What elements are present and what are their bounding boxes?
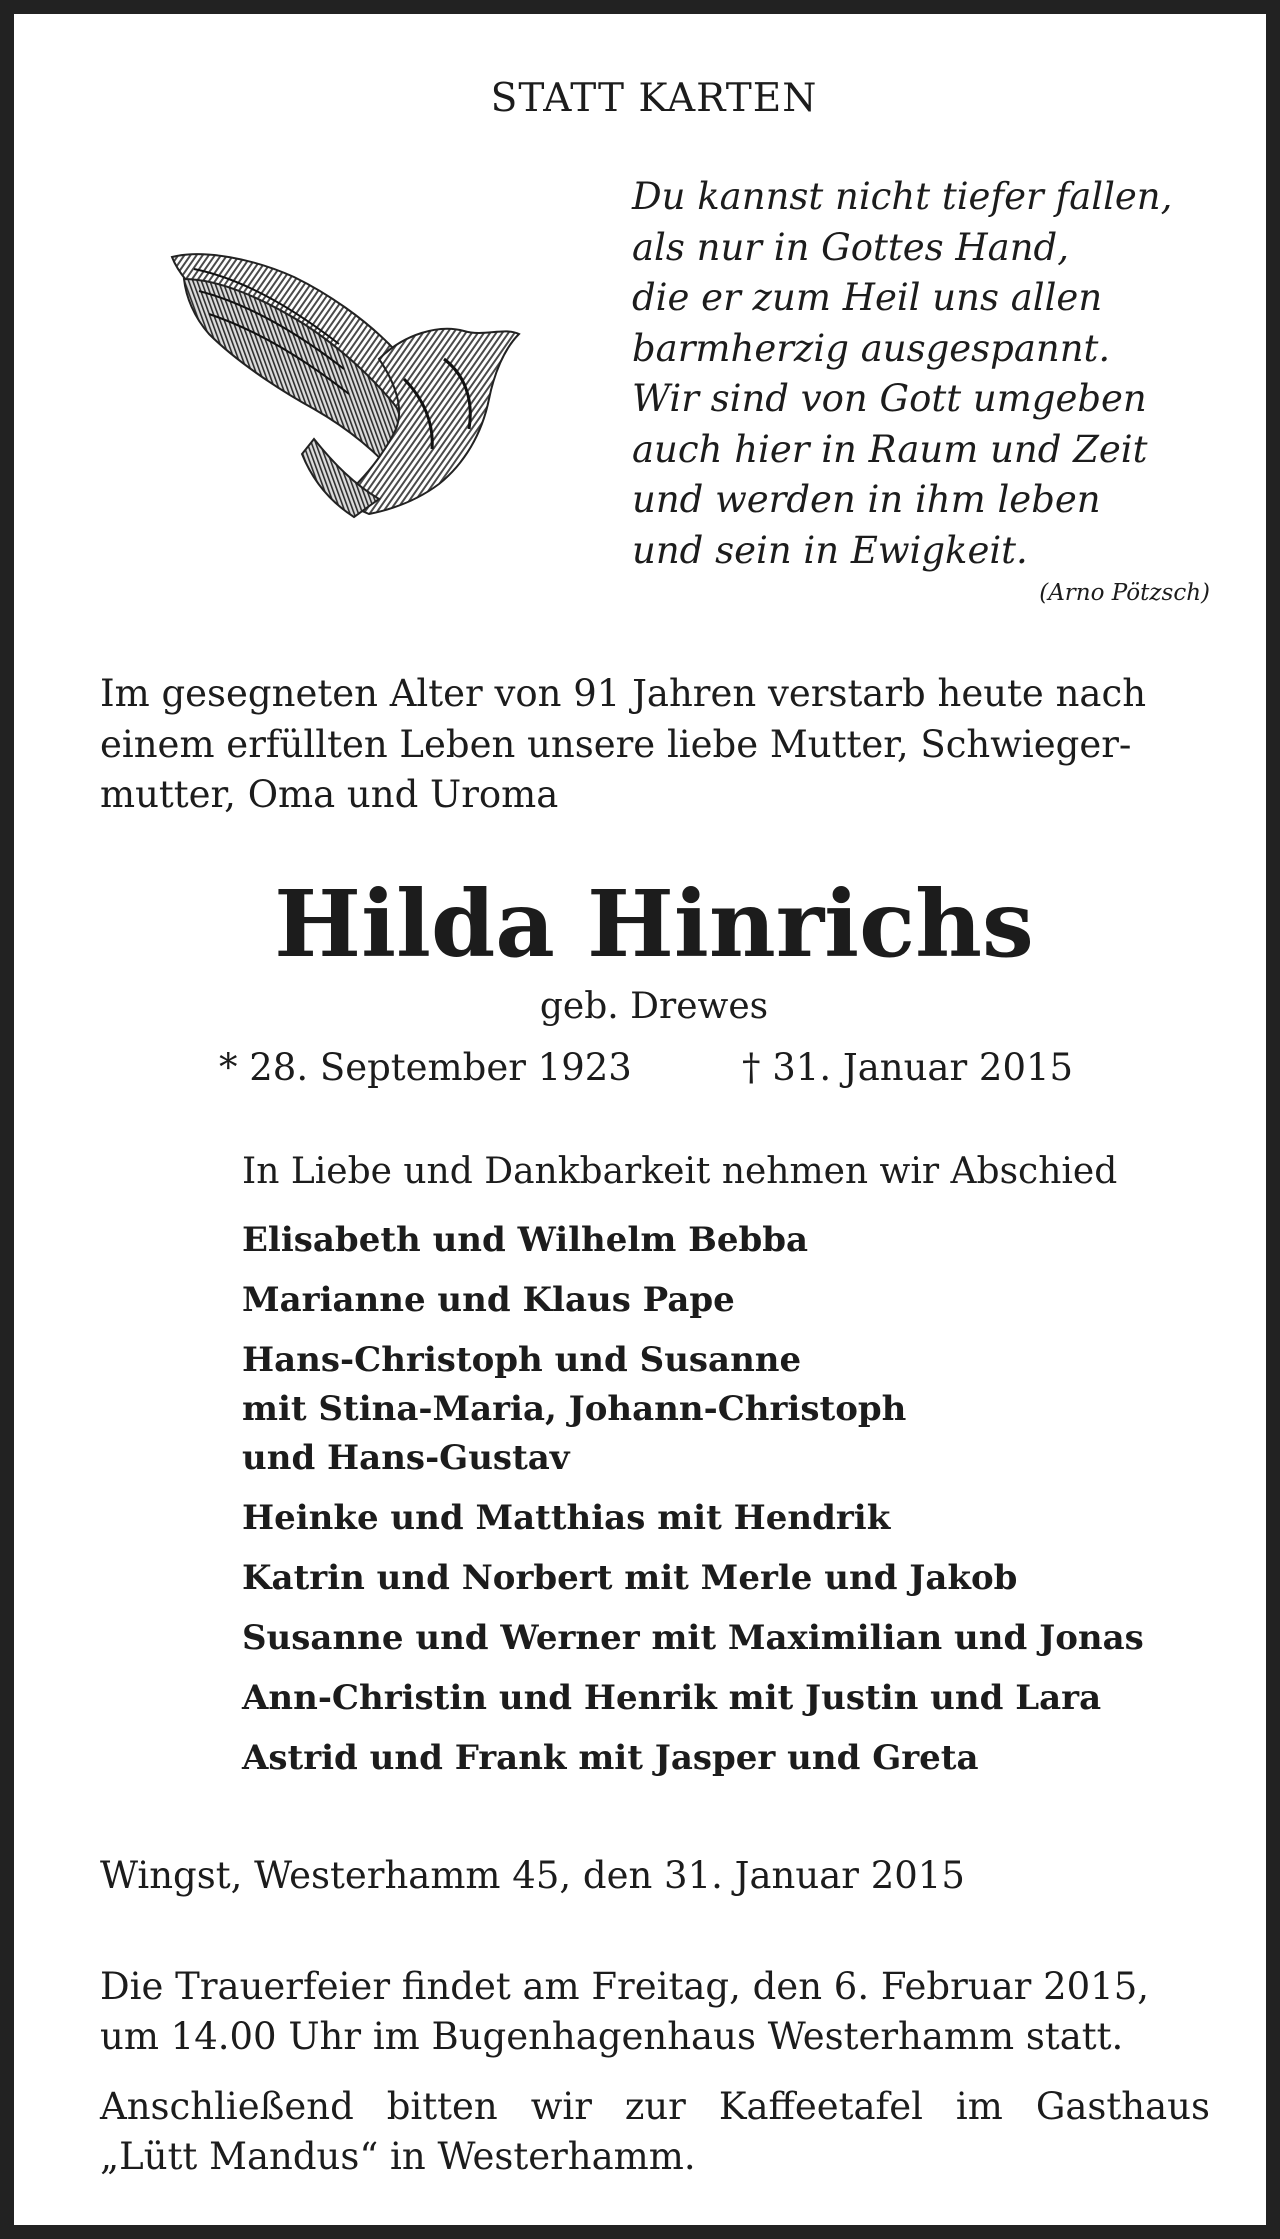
poem [632,172,1210,608]
poem-line: und sein in Ewigkeit. [632,528,1028,572]
intro-line: einem erfüllten Leben unsere liebe Mutter, Schwieger- [100,722,1132,766]
poem-line: und werden in ihm leben [632,478,1101,521]
mourner-line: Hans-Christoph und Susanne [242,1340,802,1380]
mourner-group [242,1554,1212,1603]
mourner-line: Susanne und Werner mit Maximilian und Jonas [242,1618,1144,1658]
poem-line: auch hier in Raum und Zeit [632,427,1148,471]
maiden-name: geb. Drewes [539,986,769,1027]
place-date: Wingst, Westerhamm 45, den 31. Januar 2015 [100,1854,965,1897]
death-date: † 31. Januar 2015 [742,1046,1074,1089]
mourner-line: Marianne und Klaus Pape [242,1280,735,1320]
mourner-group [242,1336,1212,1483]
reception-line: „Lütt Mandus“ in Westerhamm. [100,2135,696,2178]
mourner-group [242,1216,1212,1265]
deceased-name: Hilda Hinrichs [274,870,1034,978]
reception-info [100,2082,1210,2182]
notice-header: STATT KARTEN [490,76,818,121]
poem-author: (Arno Pötzsch) [1039,580,1210,606]
mourner-line: mit Stina-Maria, Johann-Christoph [242,1389,907,1429]
poem-line: Du kannst nicht tiefer fallen, [632,175,1173,218]
service-line: Die Trauerfeier findet am Freitag, den 6. Februar 2015, [100,1965,1150,2008]
mourner-group [242,1276,1212,1325]
intro-line: mutter, Oma und Uroma [100,773,559,816]
service-line: um 14.00 Uhr im Bugenhagenhaus Westerhamm statt. [100,2015,1124,2058]
mourner-line: Katrin und Norbert mit Merle und Jakob [242,1558,1018,1598]
poem-line: barmherzig ausgespannt. [632,326,1111,370]
farewell-line: In Liebe und Dankbarkeit nehmen wir Abschied [242,1151,1118,1192]
reception-line: Anschließend bitten wir zur Kaffeetafel im Gasthaus [100,2085,1210,2128]
mourners-list [242,1216,1212,1794]
poem-line: Wir sind von Gott umgeben [632,377,1147,420]
mourner-group [242,1734,1212,1783]
service-info [100,1962,1149,2062]
intro-text [100,669,1210,821]
mourner-line: Astrid und Frank mit Jasper und Greta [242,1738,979,1778]
praying-hands-icon [164,239,524,524]
mourner-group [242,1674,1212,1723]
intro-line: Im gesegneten Alter von 91 Jahren verstarb heute nach [100,672,1147,715]
poem-line: die er zum Heil uns allen [632,276,1103,319]
mourner-line: und Hans-Gustav [242,1438,570,1478]
mourner-line: Elisabeth und Wilhelm Bebba [242,1220,809,1260]
birth-date: * 28. September 1923 [219,1046,632,1089]
poem-line: als nur in Gottes Hand, [632,225,1069,269]
mourner-line: Heinke und Matthias mit Hendrik [242,1498,891,1538]
mourner-line: Ann-Christin und Henrik mit Justin und Lara [242,1678,1102,1718]
mourner-group [242,1614,1212,1663]
mourner-group [242,1494,1212,1543]
